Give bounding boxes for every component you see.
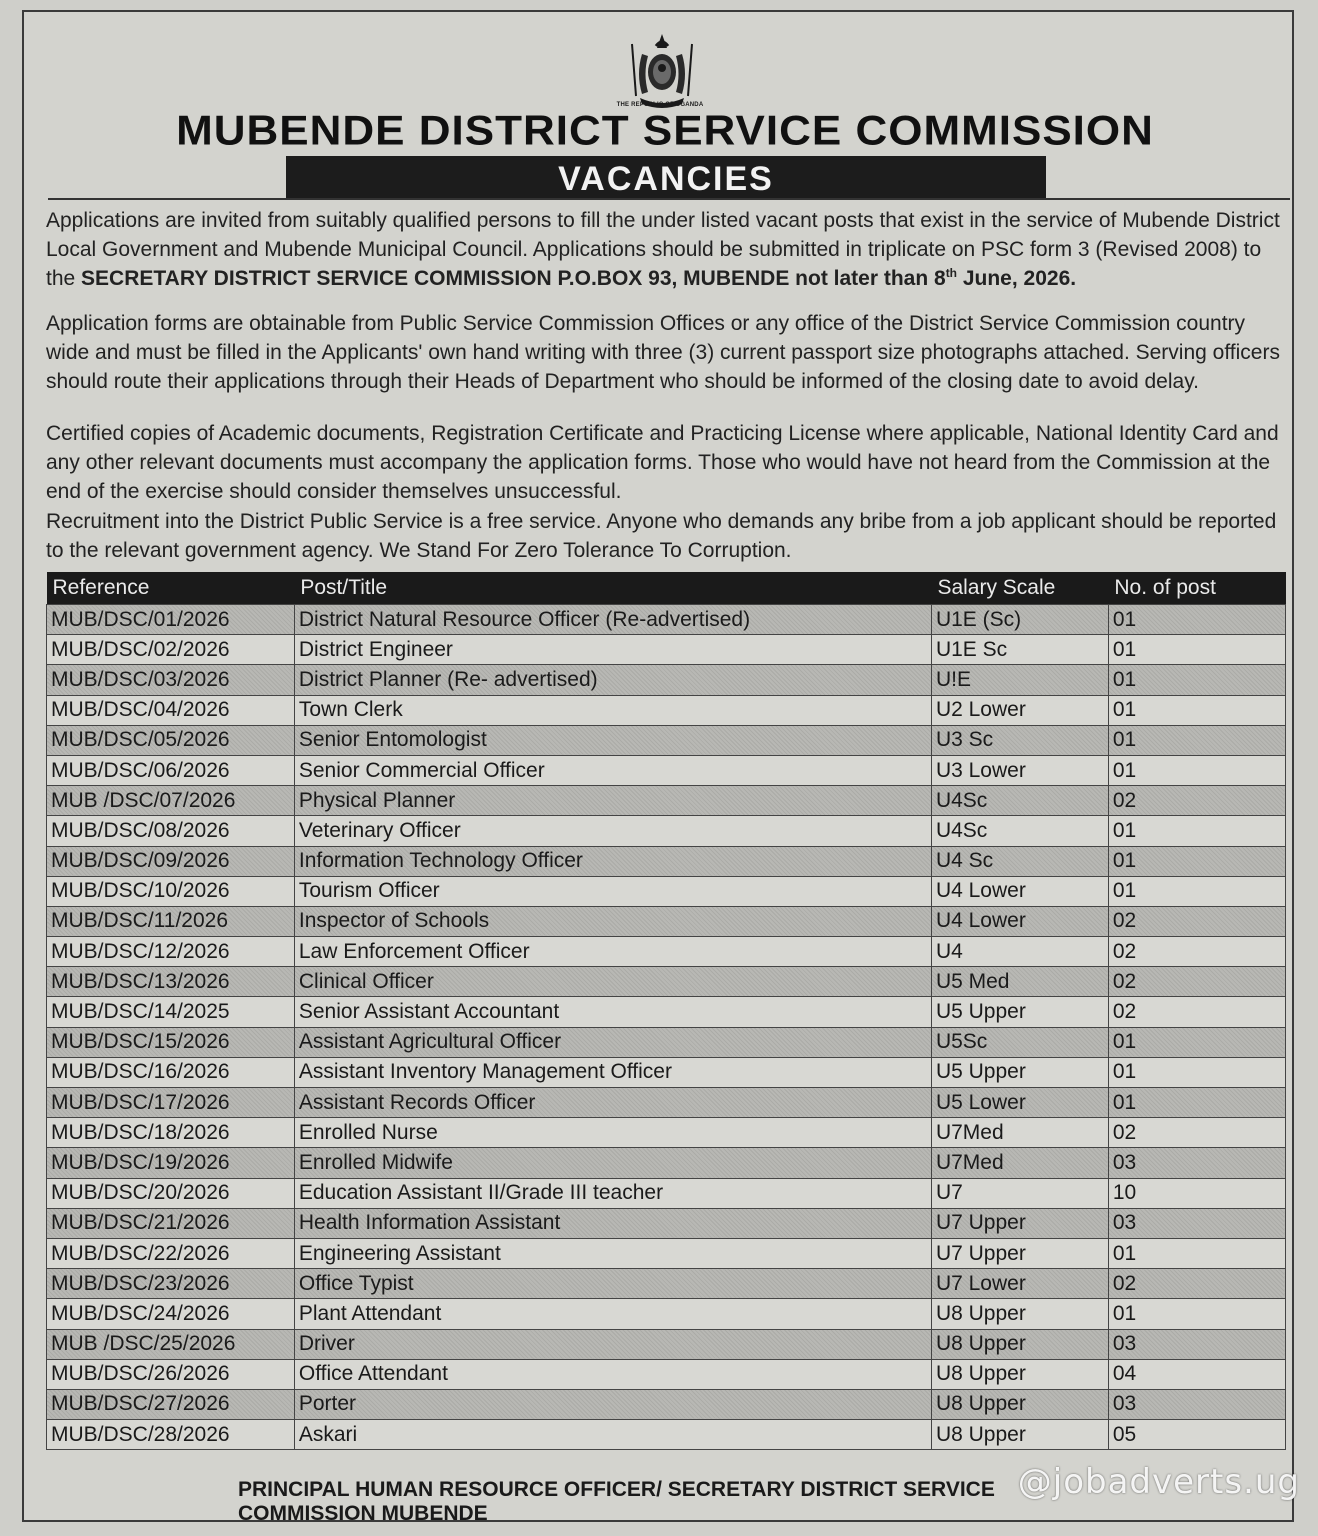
cell-post-title: Assistant Records Officer — [294, 1088, 931, 1118]
cell-salary-scale: U7 Lower — [931, 1269, 1108, 1299]
cell-salary-scale: U1E Sc — [931, 635, 1108, 665]
cell-reference: MUB/DSC/20/2026 — [47, 1178, 295, 1208]
cell-post-title: Enrolled Nurse — [294, 1118, 931, 1148]
cell-post-title: Town Clerk — [294, 695, 931, 725]
cell-number-of-posts: 05 — [1108, 1420, 1285, 1450]
table-row — [47, 816, 1286, 846]
cell-salary-scale: U5 Upper — [931, 997, 1108, 1027]
cell-salary-scale: U5 Upper — [931, 1057, 1108, 1087]
cell-number-of-posts: 01 — [1108, 635, 1285, 665]
uganda-coat-of-arms-icon — [612, 24, 712, 112]
cell-post-title: Senior Assistant Accountant — [294, 997, 931, 1027]
cell-salary-scale: U8 Upper — [931, 1359, 1108, 1389]
cell-reference: MUB/DSC/08/2026 — [47, 816, 295, 846]
cell-number-of-posts: 03 — [1108, 1208, 1285, 1238]
header-number-of-posts: No. of post — [1108, 572, 1285, 605]
cell-post-title: District Planner (Re- advertised) — [294, 665, 931, 695]
cell-post-title: Health Information Assistant — [294, 1208, 931, 1238]
cell-number-of-posts: 01 — [1108, 605, 1285, 635]
cell-number-of-posts: 01 — [1108, 1027, 1285, 1057]
cell-salary-scale: U7Med — [931, 1118, 1108, 1148]
cell-post-title: Porter — [294, 1389, 931, 1419]
cell-salary-scale: U4Sc — [931, 786, 1108, 816]
table-row — [47, 1118, 1286, 1148]
cell-post-title: Clinical Officer — [294, 967, 931, 997]
cell-salary-scale: U3 Lower — [931, 755, 1108, 785]
cell-number-of-posts: 03 — [1108, 1148, 1285, 1178]
table-row — [47, 1269, 1286, 1299]
table-row — [47, 665, 1286, 695]
table-row — [47, 1088, 1286, 1118]
cell-number-of-posts: 03 — [1108, 1389, 1285, 1419]
cell-post-title: Tourism Officer — [294, 876, 931, 906]
cell-number-of-posts: 01 — [1108, 1057, 1285, 1087]
cell-post-title: Law Enforcement Officer — [294, 937, 931, 967]
table-row — [47, 846, 1286, 876]
cell-number-of-posts: 02 — [1108, 967, 1285, 997]
submission-address — [81, 267, 1076, 290]
cell-post-title: Engineering Assistant — [294, 1238, 931, 1268]
table-row — [47, 1178, 1286, 1208]
cell-post-title: Plant Attendant — [294, 1299, 931, 1329]
cell-reference: MUB/DSC/16/2026 — [47, 1057, 295, 1087]
cell-salary-scale: U5 Med — [931, 967, 1108, 997]
cell-salary-scale: U4 Lower — [931, 906, 1108, 936]
table-row — [47, 1329, 1286, 1359]
table-row — [47, 1027, 1286, 1057]
cell-post-title: Inspector of Schools — [294, 906, 931, 936]
cell-reference: MUB/DSC/26/2026 — [47, 1359, 295, 1389]
vacancies-table — [46, 572, 1286, 1450]
watermark-handle: @jobadverts.ug — [1017, 1462, 1300, 1502]
cell-number-of-posts: 01 — [1108, 755, 1285, 785]
submission-address-text: SECRETARY DISTRICT SERVICE COMMISSION P.O.BOX 93, MUBENDE not later than 8 — [81, 267, 946, 290]
cell-post-title: Office Attendant — [294, 1359, 931, 1389]
cell-number-of-posts: 02 — [1108, 937, 1285, 967]
cell-post-title: Enrolled Midwife — [294, 1148, 931, 1178]
cell-reference: MUB/DSC/21/2026 — [47, 1208, 295, 1238]
cell-reference: MUB/DSC/01/2026 — [47, 605, 295, 635]
cell-reference: MUB/DSC/22/2026 — [47, 1238, 295, 1268]
cell-reference: MUB/DSC/24/2026 — [47, 1299, 295, 1329]
cell-number-of-posts: 02 — [1108, 1269, 1285, 1299]
cell-salary-scale: U7Med — [931, 1148, 1108, 1178]
cell-number-of-posts: 01 — [1108, 725, 1285, 755]
cell-number-of-posts: 01 — [1108, 846, 1285, 876]
header-reference: Reference — [47, 572, 295, 605]
cell-reference: MUB/DSC/18/2026 — [47, 1118, 295, 1148]
cell-number-of-posts: 01 — [1108, 1088, 1285, 1118]
cell-post-title: Senior Entomologist — [294, 725, 931, 755]
table-row — [47, 1148, 1286, 1178]
cell-salary-scale: U5 Lower — [931, 1088, 1108, 1118]
cell-post-title: Askari — [294, 1420, 931, 1450]
cell-salary-scale: U4 — [931, 937, 1108, 967]
cell-post-title: Assistant Agricultural Officer — [294, 1027, 931, 1057]
cell-reference: MUB/DSC/09/2026 — [47, 846, 295, 876]
cell-number-of-posts: 02 — [1108, 786, 1285, 816]
cell-salary-scale: U1E (Sc) — [931, 605, 1108, 635]
cell-number-of-posts: 03 — [1108, 1329, 1285, 1359]
cell-number-of-posts: 02 — [1108, 997, 1285, 1027]
cell-number-of-posts: 01 — [1108, 665, 1285, 695]
header-post-title: Post/Title — [294, 572, 931, 605]
table-row — [47, 1359, 1286, 1389]
table-row — [47, 906, 1286, 936]
cell-reference: MUB/DSC/11/2026 — [47, 906, 295, 936]
cell-number-of-posts: 04 — [1108, 1359, 1285, 1389]
table-row — [47, 937, 1286, 967]
cell-salary-scale: U8 Upper — [931, 1420, 1108, 1450]
table-row — [47, 1208, 1286, 1238]
cell-reference: MUB/DSC/17/2026 — [47, 1088, 295, 1118]
cell-reference: MUB/DSC/04/2026 — [47, 695, 295, 725]
table-row — [47, 635, 1286, 665]
cell-salary-scale: U8 Upper — [931, 1299, 1108, 1329]
table-row — [47, 1057, 1286, 1087]
cell-salary-scale: U7 Upper — [931, 1208, 1108, 1238]
crest-caption: THE REPUBLIC OF UGANDA — [616, 102, 704, 108]
cell-post-title: Office Typist — [294, 1269, 931, 1299]
table-row — [47, 1299, 1286, 1329]
commission-title: MUBENDE DISTRICT SERVICE COMMISSION — [176, 107, 1154, 154]
cell-post-title: Physical Planner — [294, 786, 931, 816]
cell-post-title: District Engineer — [294, 635, 931, 665]
cell-salary-scale: U2 Lower — [931, 695, 1108, 725]
cell-reference: MUB /DSC/07/2026 — [47, 786, 295, 816]
table-row — [47, 967, 1286, 997]
table-row — [47, 876, 1286, 906]
table-row — [47, 786, 1286, 816]
cell-post-title: Veterinary Officer — [294, 816, 931, 846]
cell-number-of-posts: 02 — [1108, 906, 1285, 936]
table-row — [47, 997, 1286, 1027]
table-row — [47, 1238, 1286, 1268]
cell-number-of-posts: 01 — [1108, 876, 1285, 906]
intro-paragraph-1 — [46, 206, 1292, 293]
cell-reference: MUB/DSC/15/2026 — [47, 1027, 295, 1057]
cell-post-title: Education Assistant II/Grade III teacher — [294, 1178, 931, 1208]
cell-salary-scale: U7 Upper — [931, 1238, 1108, 1268]
cell-reference: MUB/DSC/13/2026 — [47, 967, 295, 997]
closing-date: June, 2026. — [957, 267, 1077, 290]
intro-paragraph-2: Application forms are obtainable from Public Service Commission Offices or any office of the District Service Commission country wide and must be filled in the Applicants' own hand writing with three (3) current passport size photographs attached. Serving officers should route their applications through their Heads of Department who should be informed of the closing date to avoid delay. — [46, 312, 1280, 393]
table-row — [47, 695, 1286, 725]
cell-number-of-posts: 02 — [1108, 1118, 1285, 1148]
intro-paragraph-4: Recruitment into the District Public Service is a free service. Anyone who demands any bribe from a job applicant should be reported to the relevant government agency. We Stand For Zero Tolerance To Corruption. — [46, 510, 1277, 562]
cell-post-title: Assistant Inventory Management Officer — [294, 1057, 931, 1087]
cell-salary-scale: U4Sc — [931, 816, 1108, 846]
cell-reference: MUB /DSC/25/2026 — [47, 1329, 295, 1359]
cell-salary-scale: U5Sc — [931, 1027, 1108, 1057]
cell-post-title: Information Technology Officer — [294, 846, 931, 876]
cell-salary-scale: U8 Upper — [931, 1329, 1108, 1359]
table-row — [47, 725, 1286, 755]
cell-salary-scale: U4 Sc — [931, 846, 1108, 876]
table-row — [47, 755, 1286, 785]
cell-salary-scale: U8 Upper — [931, 1389, 1108, 1419]
cell-reference: MUB/DSC/05/2026 — [47, 725, 295, 755]
cell-post-title: District Natural Resource Officer (Re-advertised) — [294, 605, 931, 635]
cell-number-of-posts: 01 — [1108, 816, 1285, 846]
table-row — [47, 605, 1286, 635]
cell-number-of-posts: 10 — [1108, 1178, 1285, 1208]
cell-reference: MUB/DSC/02/2026 — [47, 635, 295, 665]
table-header-row — [47, 572, 1286, 605]
cell-salary-scale: U3 Sc — [931, 725, 1108, 755]
cell-reference: MUB/DSC/19/2026 — [47, 1148, 295, 1178]
table-body — [47, 605, 1286, 1450]
cell-reference: MUB/DSC/10/2026 — [47, 876, 295, 906]
cell-post-title: Driver — [294, 1329, 931, 1359]
ordinal-suffix: th — [945, 266, 958, 280]
cell-reference: MUB/DSC/03/2026 — [47, 665, 295, 695]
intro-text: Applications are invited from suitably qualified persons to fill the under listed vacant posts that exist in the service of Mubende District Local Government and Mubende Municipal Council. Applications should be submitted in triplicate on PSC form 3 (Revised 2008) to the — [46, 209, 1280, 290]
cell-reference: MUB/DSC/14/2025 — [47, 997, 295, 1027]
cell-post-title: Senior Commercial Officer — [294, 755, 931, 785]
table-row — [47, 1420, 1286, 1450]
table-row — [47, 1389, 1286, 1419]
cell-salary-scale: U4 Lower — [931, 876, 1108, 906]
cell-number-of-posts: 01 — [1108, 695, 1285, 725]
cell-reference: MUB/DSC/27/2026 — [47, 1389, 295, 1419]
cell-reference: MUB/DSC/12/2026 — [47, 937, 295, 967]
signatory-line: PRINCIPAL HUMAN RESOURCE OFFICER/ SECRETARY DISTRICT SERVICE COMMISSION MUBENDE — [238, 1478, 995, 1525]
intro-paragraph-3: Certified copies of Academic documents, Registration Certificate and Practicing License where applicable, National Identity Card and any other relevant documents must accompany the application forms. Those who would have not heard from the Commission at the end of the exercise should consider themselves unsuccessful. — [46, 422, 1279, 503]
vacancies-banner: VACANCIES — [286, 156, 1046, 200]
cell-salary-scale: U!E — [931, 665, 1108, 695]
header-salary-scale: Salary Scale — [931, 572, 1108, 605]
cell-reference: MUB/DSC/06/2026 — [47, 755, 295, 785]
cell-reference: MUB/DSC/28/2026 — [47, 1420, 295, 1450]
cell-number-of-posts: 01 — [1108, 1238, 1285, 1268]
cell-number-of-posts: 01 — [1108, 1299, 1285, 1329]
cell-reference: MUB/DSC/23/2026 — [47, 1269, 295, 1299]
divider-rule — [48, 198, 1290, 200]
cell-salary-scale: U7 — [931, 1178, 1108, 1208]
